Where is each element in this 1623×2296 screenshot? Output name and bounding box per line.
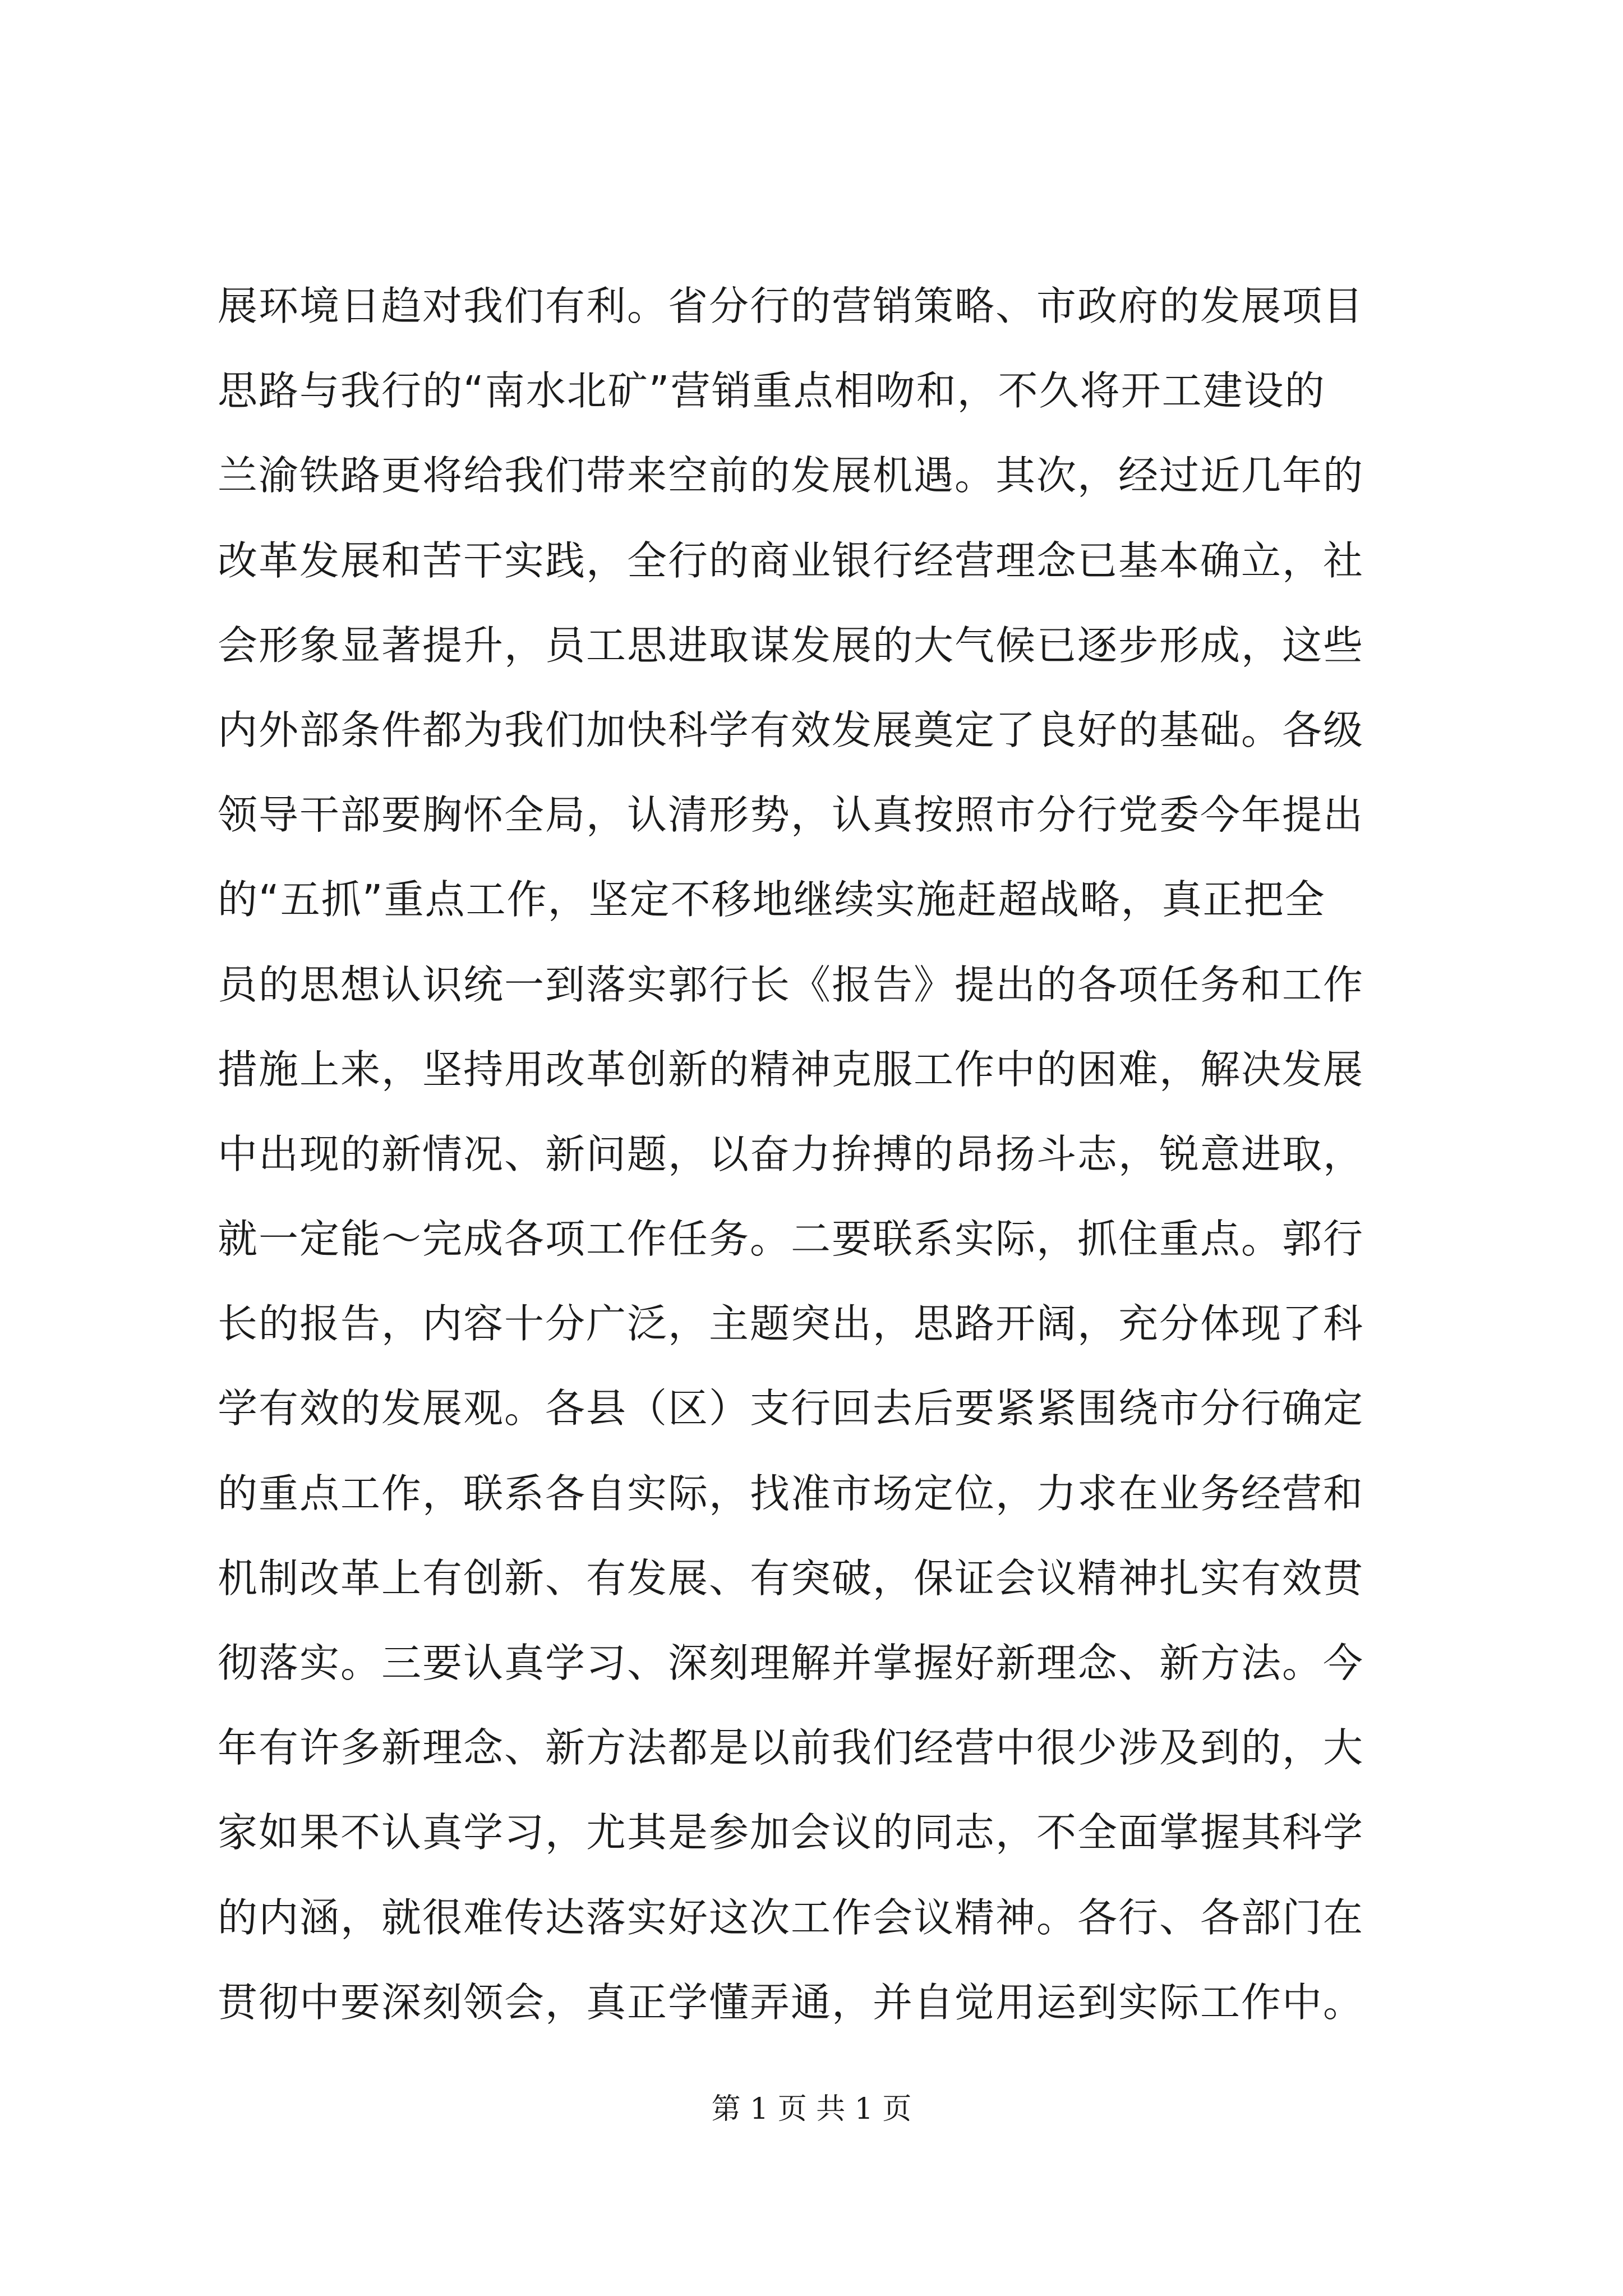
body-text (218, 264, 1418, 2045)
text-line: 家如果不认真学习，尤其是参加会议的同志，不全面掌握其科学 (218, 1809, 1364, 1856)
text-line: 贯彻中要深刻领会，真正学懂弄通，并自觉用运到实际工作中。 (218, 1978, 1364, 2026)
text-line: 员的思想认识统一到落实郭行长《报告》提出的各项任务和工作 (218, 961, 1364, 1008)
text-line: 年有许多新理念、新方法都是以前我们经营中很少涉及到的，大 (218, 1724, 1364, 1772)
text-line: 领导干部要胸怀全局，认清形势，认真按照市分行党委今年提出 (218, 792, 1364, 839)
text-line: 中出现的新情况、新问题，以奋力拚搏的昂扬斗志，锐意进取， (218, 1130, 1364, 1177)
text-line: 学有效的发展观。各县（区）支行回去后要紧紧围绕市分行确定 (218, 1385, 1364, 1432)
text-line: 措施上来，坚持用改革创新的精神克服工作中的困难，解决发展 (218, 1046, 1364, 1093)
text-line: 彻落实。三要认真学习、深刻理解并掌握好新理念、新方法。今 (218, 1640, 1364, 1686)
text-line: 的“五抓”重点工作，坚定不移地继续实施赶超战略，真正把全 (218, 876, 1326, 923)
text-line: 的重点工作，联系各自实际，找准市场定位，力求在业务经营和 (218, 1470, 1364, 1517)
page-number-label: 第 1 页 共 1 页 (711, 2092, 912, 2126)
text-line: 的内涵，就很难传达落实好这次工作会议精神。各行、各部门在 (218, 1894, 1364, 1941)
text-line: 就一定能～完成各项工作任务。二要联系实际，抓住重点。郭行 (218, 1216, 1364, 1263)
text-line: 兰渝铁路更将给我们带来空前的发展机遇。其次，经过近几年的 (218, 452, 1364, 499)
text-line: 内外部条件都为我们加快科学有效发展奠定了良好的基础。各级 (218, 706, 1364, 753)
text-line: 改革发展和苦干实践，全行的商业银行经营理念已基本确立，社 (218, 537, 1364, 584)
text-line: 会形象显著提升，员工思进取谋发展的大气候已逐步形成，这些 (218, 622, 1364, 669)
text-line: 长的报告，内容十分广泛，主题突出，思路开阔，充分体现了科 (218, 1300, 1364, 1347)
page-footer (0, 2087, 1623, 2132)
text-line: 机制改革上有创新、有发展、有突破，保证会议精神扎实有效贯 (218, 1554, 1364, 1602)
text-line: 思路与我行的“南水北矿”营销重点相吻和，不久将开工建设的 (218, 367, 1326, 415)
text-line: 展环境日趋对我们有利。省分行的营销策略、市政府的发展项目 (218, 283, 1364, 329)
